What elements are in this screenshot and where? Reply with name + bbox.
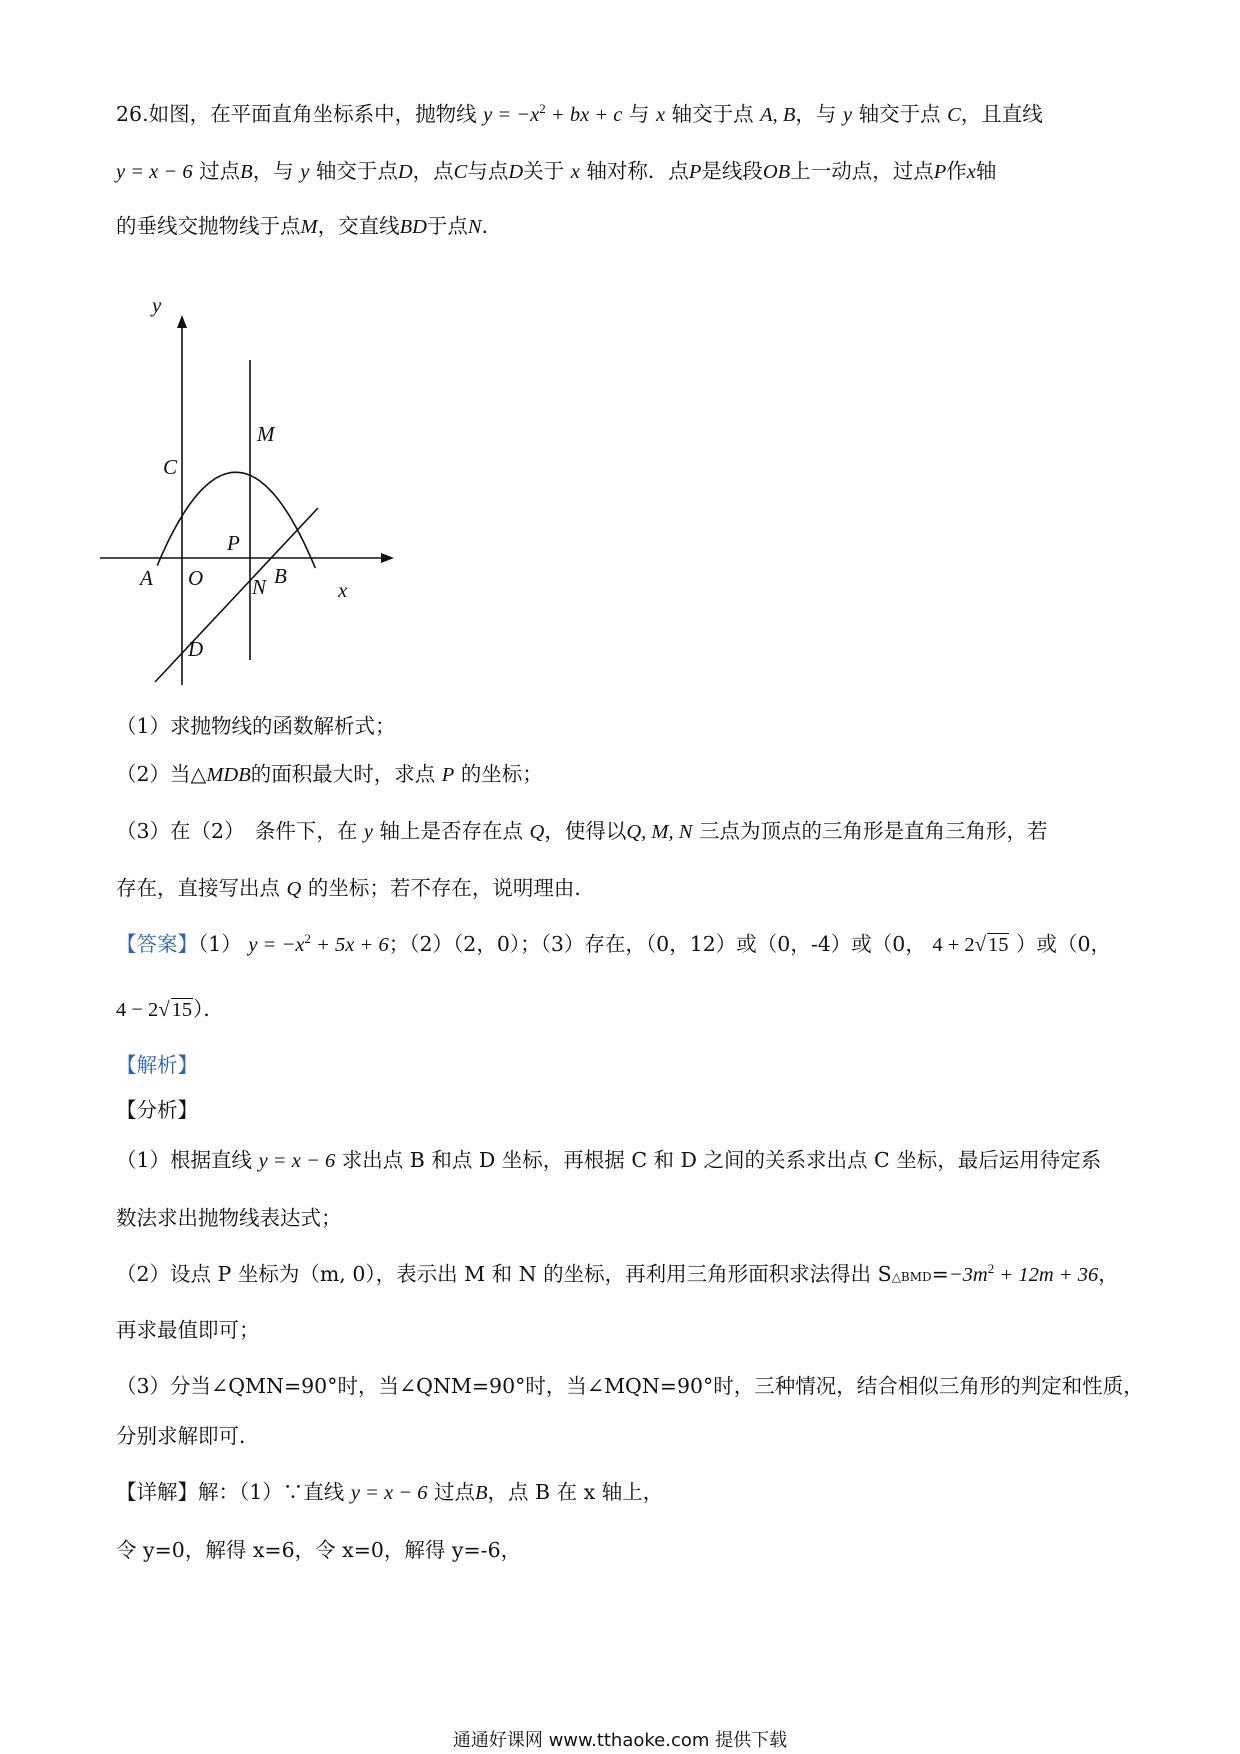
problem-text: ，交直线 bbox=[317, 214, 400, 238]
problem-text: 与 bbox=[628, 102, 650, 126]
label-o: O bbox=[188, 566, 204, 590]
problem-text: ，且直线 bbox=[960, 102, 1043, 126]
area-equation-tail: + 12m + 36 bbox=[994, 1264, 1099, 1286]
problem-text: 是线段 bbox=[701, 159, 763, 183]
root-prefix: 4 + 2 bbox=[932, 934, 975, 956]
question-3 bbox=[116, 817, 1136, 846]
label-n: N bbox=[252, 575, 267, 599]
question-text: 的面积最大时，求点 bbox=[250, 762, 436, 786]
answer-text: （1） bbox=[198, 932, 242, 956]
problem-line-2 bbox=[116, 157, 1136, 186]
analysis-tag-line bbox=[116, 1051, 1136, 1079]
analysis-p3-cont bbox=[116, 1422, 1136, 1450]
parabola-equation-tail: + bx + c bbox=[545, 104, 623, 126]
line-bd: BD bbox=[399, 216, 427, 238]
analysis-text: 求出点 B 和点 D 坐标，再根据 C 和 D 之间的关系求出点 C 坐标，最后运用待定系 bbox=[341, 1148, 1102, 1172]
analysis-text: 再求最值即可； bbox=[116, 1318, 260, 1342]
problem-line-3 bbox=[116, 212, 1136, 241]
label-m: M bbox=[257, 422, 275, 446]
analysis-text: 数法求出抛物线表达式； bbox=[116, 1206, 342, 1230]
question-text: 的坐标； bbox=[460, 762, 543, 786]
answer-equation: y = −x bbox=[248, 934, 305, 956]
label-c: C bbox=[163, 455, 178, 479]
point-m: M bbox=[300, 216, 318, 238]
problem-text: 轴 bbox=[975, 159, 997, 183]
analysis-p1 bbox=[116, 1146, 1136, 1175]
line-equation: y = x − 6 bbox=[258, 1150, 336, 1172]
problem-text: 轴交于点 bbox=[671, 102, 754, 126]
var-x: x bbox=[655, 104, 666, 126]
question-text: （2）当 bbox=[116, 762, 191, 786]
var-y: y bbox=[842, 104, 853, 126]
detail-text: 过点 bbox=[433, 1480, 475, 1504]
analysis-sub-tag-line bbox=[116, 1096, 1136, 1124]
detail-tag: 【详解】解：（1）∵直线 bbox=[116, 1480, 345, 1504]
var-x: x bbox=[966, 161, 976, 183]
detail-line-1 bbox=[116, 1478, 1136, 1507]
problem-text: 轴对称．点 bbox=[586, 159, 689, 183]
point-d: D bbox=[508, 161, 524, 183]
answer-text: ）或（0， bbox=[1015, 932, 1112, 956]
label-y: y bbox=[152, 293, 162, 317]
root-prefix: 4 − 2 bbox=[116, 999, 159, 1021]
label-x: x bbox=[338, 578, 348, 602]
answer-tag: 【答案】 bbox=[116, 932, 198, 956]
question-3-cont bbox=[116, 874, 1136, 903]
parabola-equation: y = −x bbox=[483, 104, 540, 126]
line-equation: y = x − 6 bbox=[116, 161, 193, 183]
var-x: x bbox=[570, 161, 580, 183]
problem-text: 轴交于点 bbox=[858, 102, 941, 126]
y-axis-arrow bbox=[177, 315, 187, 328]
points-qmn: Q, M, N bbox=[626, 821, 693, 843]
triangle-symbol: △ bbox=[190, 762, 207, 786]
question-text: 三点为顶点的三角形是直角三角形，若 bbox=[698, 819, 1048, 843]
problem-text: 作 bbox=[946, 159, 967, 183]
problem-text: 与点 bbox=[467, 159, 509, 183]
analysis-text: （1）根据直线 bbox=[116, 1148, 253, 1172]
analysis-p3 bbox=[116, 1372, 1144, 1400]
analysis-text: 分别求解即可． bbox=[116, 1424, 260, 1448]
question-text: 轴上是否存在点 bbox=[379, 819, 524, 843]
point-d: D bbox=[397, 161, 413, 183]
sqrt-radicand: 15 bbox=[987, 934, 1009, 956]
problem-text: ，点 bbox=[412, 159, 454, 183]
problem-text: ，与 bbox=[252, 159, 294, 183]
question-1 bbox=[116, 712, 1136, 740]
problem-text: 26.如图，在平面直角坐标系中，抛物线 bbox=[116, 102, 477, 126]
answer-line-1: 【答案】（1） $y = -x^2 + 5x + 6$；（2）（2，0）；（3）存在，（0，12）或（0，-4）或（0， 4 + 2√15 ）或（0， bbox=[116, 931, 1112, 956]
analysis-text: ， bbox=[1098, 1262, 1119, 1286]
answer-text: ；（2）（2，0）；（3）存在，（0，12）或（0，-4）或（0， bbox=[388, 932, 926, 956]
x-axis-arrow bbox=[381, 553, 394, 563]
analysis-p2 bbox=[116, 1260, 1136, 1291]
segment-ob: OB bbox=[762, 161, 791, 183]
label-b: B bbox=[274, 564, 287, 588]
problem-text: 上一动点，过点 bbox=[790, 159, 934, 183]
analysis-p1-cont bbox=[116, 1204, 1136, 1232]
detail-line-2 bbox=[116, 1536, 1136, 1564]
triangle-mdb: MDB bbox=[206, 764, 251, 786]
answer-text: ）． bbox=[193, 997, 224, 1021]
answer-line-2: 4 − 2√15）． bbox=[116, 997, 224, 1021]
problem-line-1 bbox=[116, 100, 1136, 129]
exponent: 2 bbox=[304, 931, 311, 946]
point-n: N bbox=[467, 216, 482, 238]
analysis-text: （3）分当∠QMN=90°时，当∠QNM=90°时，当∠MQN=90°时，三种情况，结合相似三角形的判定和性质， bbox=[116, 1374, 1144, 1398]
answer-equation-tail: + 5x + 6 bbox=[310, 934, 389, 956]
detail-text: ，点 B 在 x 轴上， bbox=[487, 1480, 664, 1504]
analysis-text: （2）设点 P 坐标为（m, 0），表示出 M 和 N 的坐标，再利用三角形面积求法得出 S bbox=[116, 1262, 892, 1286]
problem-text: 关于 bbox=[523, 159, 565, 183]
question-text: 存在，直接写出点 bbox=[116, 876, 280, 900]
point-c: C bbox=[453, 161, 468, 183]
coordinate-figure bbox=[100, 290, 410, 710]
question-text: （1）求抛物线的函数解析式； bbox=[116, 714, 396, 738]
problem-text: 轴交于点 bbox=[315, 159, 398, 183]
exponent: 2 bbox=[987, 1261, 995, 1276]
var-y: y bbox=[300, 161, 310, 183]
point-p: P bbox=[441, 764, 455, 786]
question-text: 的坐标；若不存在，说明理由． bbox=[307, 876, 595, 900]
analysis-tag: 【解析】 bbox=[116, 1053, 198, 1077]
label-p: P bbox=[227, 531, 240, 555]
problem-text: ． bbox=[481, 214, 503, 238]
point-p: P bbox=[688, 161, 702, 183]
point-q: Q bbox=[529, 821, 545, 843]
exponent: 2 bbox=[539, 101, 546, 116]
points-ab: A, B bbox=[760, 104, 796, 126]
question-2 bbox=[116, 760, 1136, 789]
point-b: B bbox=[240, 161, 253, 183]
question-text: ，使得以 bbox=[544, 819, 627, 843]
label-d: D bbox=[188, 637, 204, 661]
analysis-text: = bbox=[931, 1262, 949, 1286]
label-a: A bbox=[140, 566, 153, 590]
area-subscript: △BMD bbox=[891, 1270, 932, 1284]
detail-text: 令 y=0，解得 x=6，令 x=0，解得 y=-6， bbox=[116, 1538, 522, 1562]
analysis-sub-tag: 【分析】 bbox=[116, 1098, 198, 1122]
question-text: （3）在（2） 条件下，在 bbox=[116, 819, 358, 843]
problem-text: 的垂线交抛物线于点 bbox=[116, 214, 301, 238]
page-footer: 通通好课网 www.tthaoke.com 提供下载 bbox=[452, 1730, 788, 1751]
problem-text: 于点 bbox=[426, 214, 468, 238]
point-p: P bbox=[933, 161, 947, 183]
point-c: C bbox=[947, 104, 961, 126]
analysis-p2-cont bbox=[116, 1316, 1136, 1344]
line-equation: y = x − 6 bbox=[350, 1482, 428, 1504]
sqrt-radicand: 15 bbox=[171, 999, 193, 1021]
point-q: Q bbox=[286, 878, 302, 900]
problem-text: 过点 bbox=[199, 159, 241, 183]
problem-text: ，与 bbox=[795, 102, 837, 126]
area-equation: −3m bbox=[948, 1264, 988, 1286]
point-b: B bbox=[474, 1482, 488, 1504]
var-y: y bbox=[363, 821, 373, 843]
